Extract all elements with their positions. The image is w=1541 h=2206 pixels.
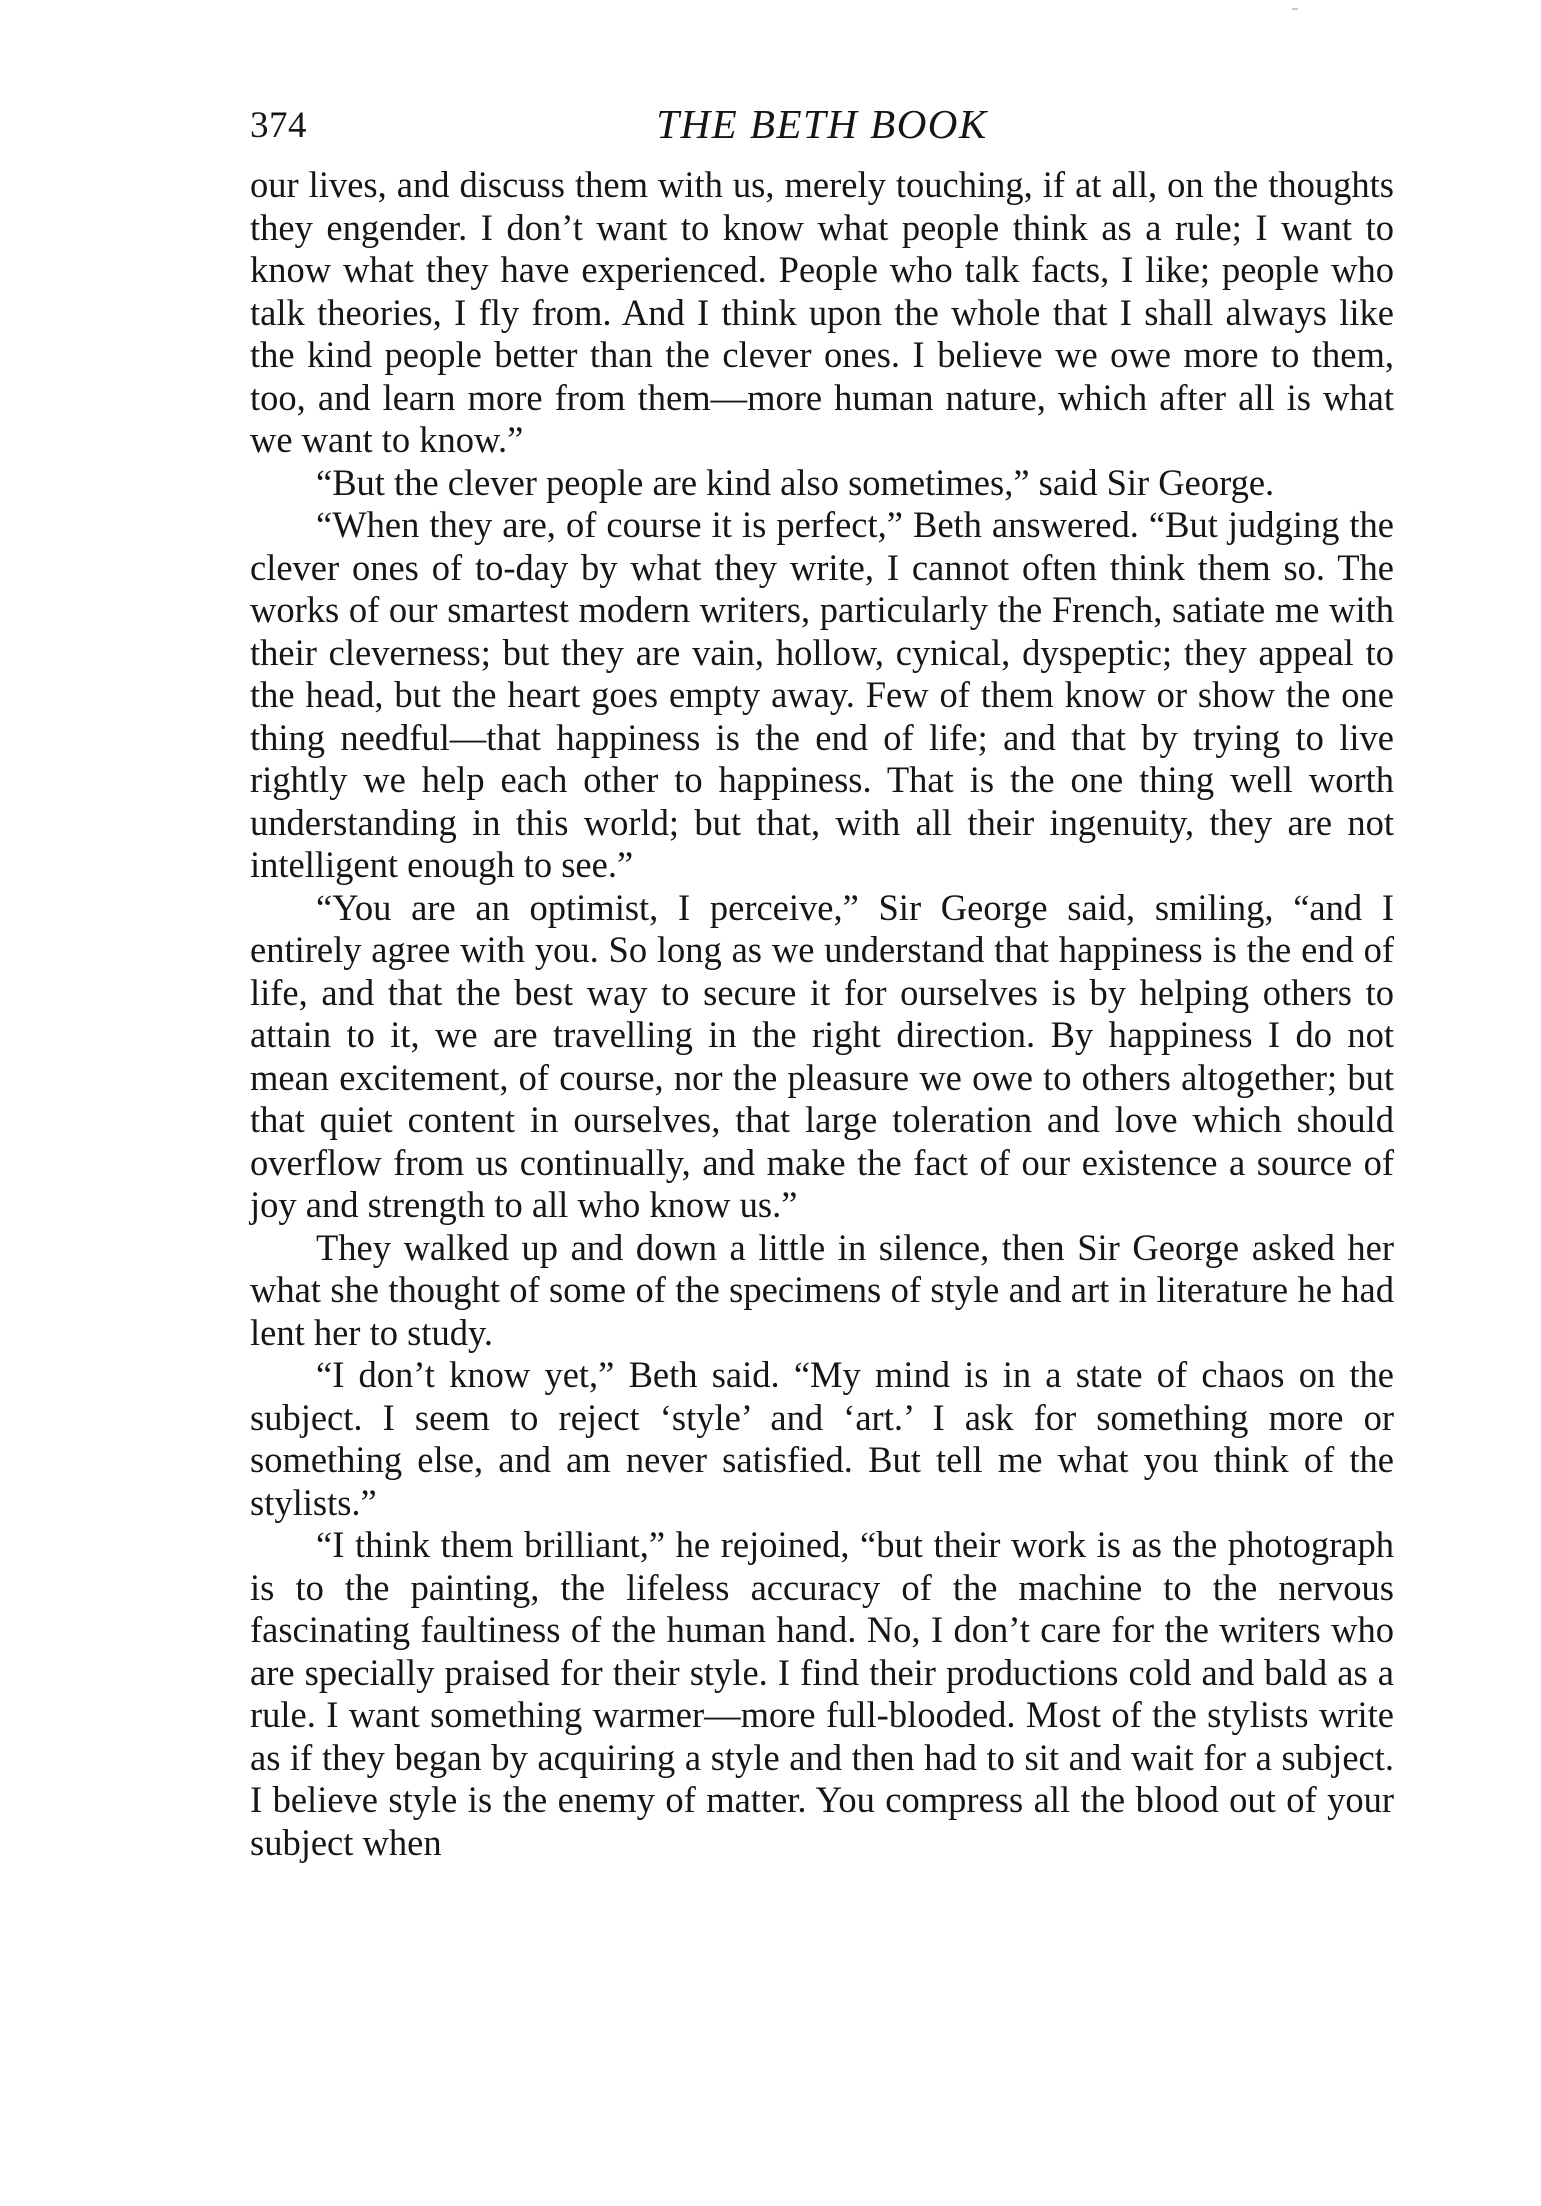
paragraph: “I think them brilliant,” he rejoined, “but their work is as the photograph is to the painting, the lifeless accuracy of the machine to the nervous fascinating faultiness of the human hand. No, I don’t care for the writers who are specially praised for their style. I find their productions cold and bald as a rule. I want something warmer—more full-blooded. Most of the stylists write as if they began by acquiring a style and then had to sit and wait for a subject. I believe style is the enemy of matter. You compress all the blood out of your subject when xyxy=(250,1524,1394,1863)
book-title: THE BETH BOOK xyxy=(656,101,988,147)
paragraph: They walked up and down a little in silence, then Sir George asked her what she thought of some of the specimens of style and art in literature he had lent her to study. xyxy=(250,1226,1394,1353)
book-page xyxy=(250,100,1394,1864)
page-number: 374 xyxy=(250,105,307,146)
paragraph: “But the clever people are kind also sometimes,” said Sir George. xyxy=(316,461,1275,503)
paragraph: our lives, and discuss them with us, merely touching, if at all, on the thoughts they engender. I don’t want to know what people think as a rule; I want to know what they have experienced. People who talk facts, I like; people who talk theories, I fly from. And I think upon the whole that I shall always like the kind people better than the clever ones. I believe we owe more to them, too, and learn more from them—more human nature, which after all is what we want to know.” xyxy=(250,164,1394,460)
paragraph: “I don’t know yet,” Beth said. “My mind is in a state of chaos on the subject. I seem to reject ‘style’ and ‘art.’ I ask for something more or something else, and am never satisfied. But tell me what you think of the stylists.” xyxy=(250,1354,1394,1523)
running-head xyxy=(250,100,1394,158)
body-text xyxy=(250,164,1394,1864)
paragraph: “You are an optimist, I perceive,” Sir George said, smiling, “and I entirely agree with you. So long as we understand that happiness is the end of life, and that the best way to secure it for ourselves is by helping others to attain to it, we are travelling in the right direction. By happiness I do not mean excitement, of course, nor the pleasure we owe to others altogether; but that quiet content in ourselves, that large toleration and love which should overflow from us continually, and make the fact of our existence a source of joy and strength to all who know us.” xyxy=(250,886,1394,1225)
scan-speck xyxy=(1292,8,1298,10)
paragraph: “When they are, of course it is perfect,” Beth answered. “But judging the clever ones of to-day by what they write, I cannot often think them so. The works of our smartest modern writers, particularly the French, satiate me with their cleverness; but they are vain, hollow, cynical, dyspeptic; they appeal to the head, but the heart goes empty away. Few of them know or show the one thing needful—that happiness is the end of life; and that by trying to live rightly we help each other to happiness. That is the one thing well worth understanding in this world; but that, with all their ingenuity, they are not intelligent enough to see.” xyxy=(250,504,1394,885)
